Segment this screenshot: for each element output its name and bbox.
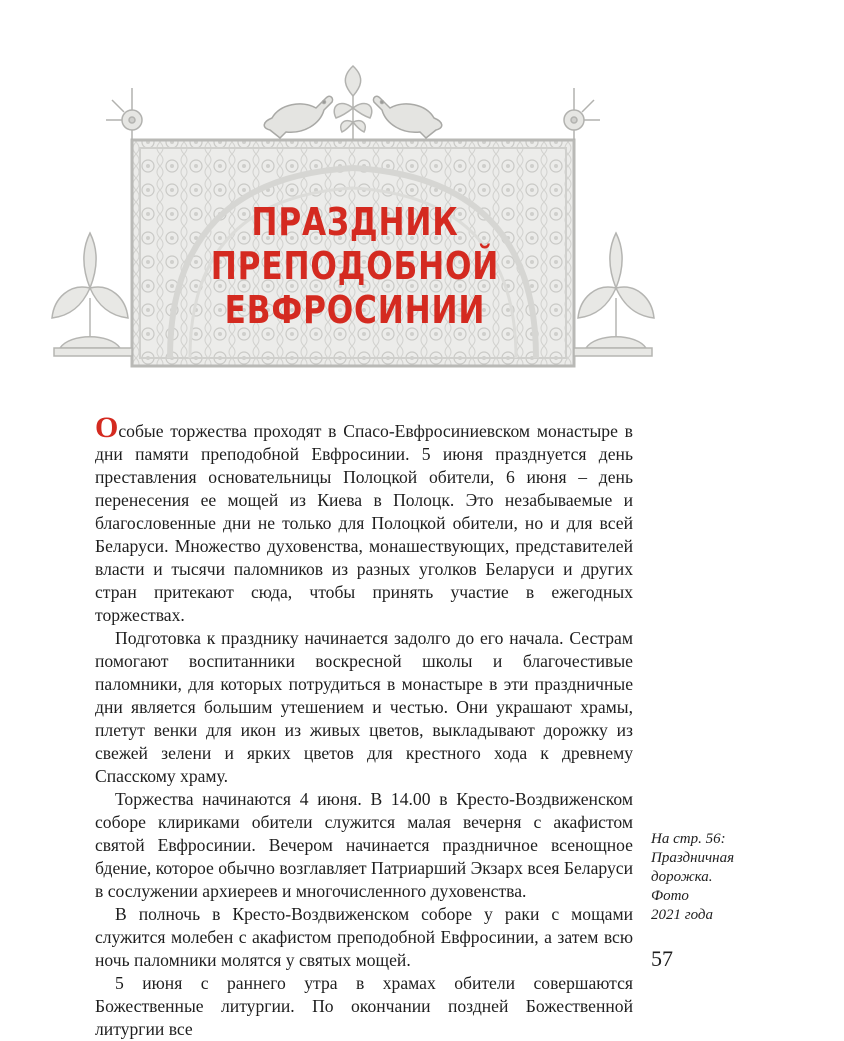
title-line-3: ЕВФРОСИНИИ [224, 288, 486, 332]
page-title [179, 200, 532, 332]
drop-cap: О [95, 411, 119, 444]
body-text [95, 411, 633, 1041]
caption-line-5: 2021 года [651, 907, 713, 923]
photo-caption [651, 830, 761, 925]
caption-line-1: На стр. 56: [651, 831, 726, 847]
page-number: 57 [651, 946, 673, 971]
right-side-floral-ornament [574, 233, 654, 356]
paragraph-5: 5 июня с раннего утра в храмах обители совершаются Божественные литургии. По окончании поздней Божественной литургии все [95, 973, 633, 1039]
top-plant-ornament [334, 66, 372, 140]
title-line-2: ПРЕПОДОБНОЙ [210, 244, 500, 288]
right-bird-ornament [373, 96, 441, 138]
paragraph-4: В полночь в Кресто-Воздвиженском соборе у раки с мощами служится молебен с акафистом преподобной Евфросинии, а затем всю ночь паломники молятся у святых мощей. [95, 904, 633, 970]
left-side-floral-ornament [52, 233, 132, 356]
left-bird-ornament [264, 96, 332, 138]
caption-line-2: Праздничная [651, 850, 735, 866]
top-right-flower-ornament [564, 88, 600, 140]
caption-line-3: дорожка. [651, 869, 713, 885]
paragraph-2: Подготовка к празднику начинается задолго до его начала. Сестрам помогают воспитанники воскресной школы и благочестивые паломники, для которых потрудиться в монастыре в эти праздничные дни является большим утешением и честью. Они украшают храмы, плетут венки для икон из живых цветов, выкладывают дорожку из свежей зелени и ярких цветов для крестного хода к древнему Спасскому храму. [95, 628, 633, 786]
paragraph-3: Торжества начинаются 4 июня. В 14.00 в Кресто-Воздвиженском соборе клириками обители служится малая вечерня с акафистом святой Евфросинии. Вечером начинается праздничное всенощное бдение, которое обычно возглавляет Патриарший Экзарх всея Беларуси в сослужении архиереев и многочисленного духовенства. [95, 789, 633, 901]
paragraph-1-text: собые торжества проходят в Спасо-Евфросиниевском монастыре в дни памяти преподобной Евфросинии. 5 июня празднуется день преставления основательницы Полоцкой обители, 6 июня – день перенесения ее мощей из Киева в Полоцк. Это незабываемые и благословенные дни не только для Полоцкой обители, но и для всей Беларуси. Множество духовенства, монашествующих, представителей власти и тысячи паломников из разных уголков Беларуси и других стран притекают сюда, чтобы принять участие в ежегодных торжествах. [95, 421, 633, 625]
top-left-flower-ornament [106, 88, 142, 140]
caption-line-4: Фото [651, 888, 689, 904]
title-line-1: ПРАЗДНИК [251, 200, 459, 244]
paragraph-1 [95, 411, 633, 627]
